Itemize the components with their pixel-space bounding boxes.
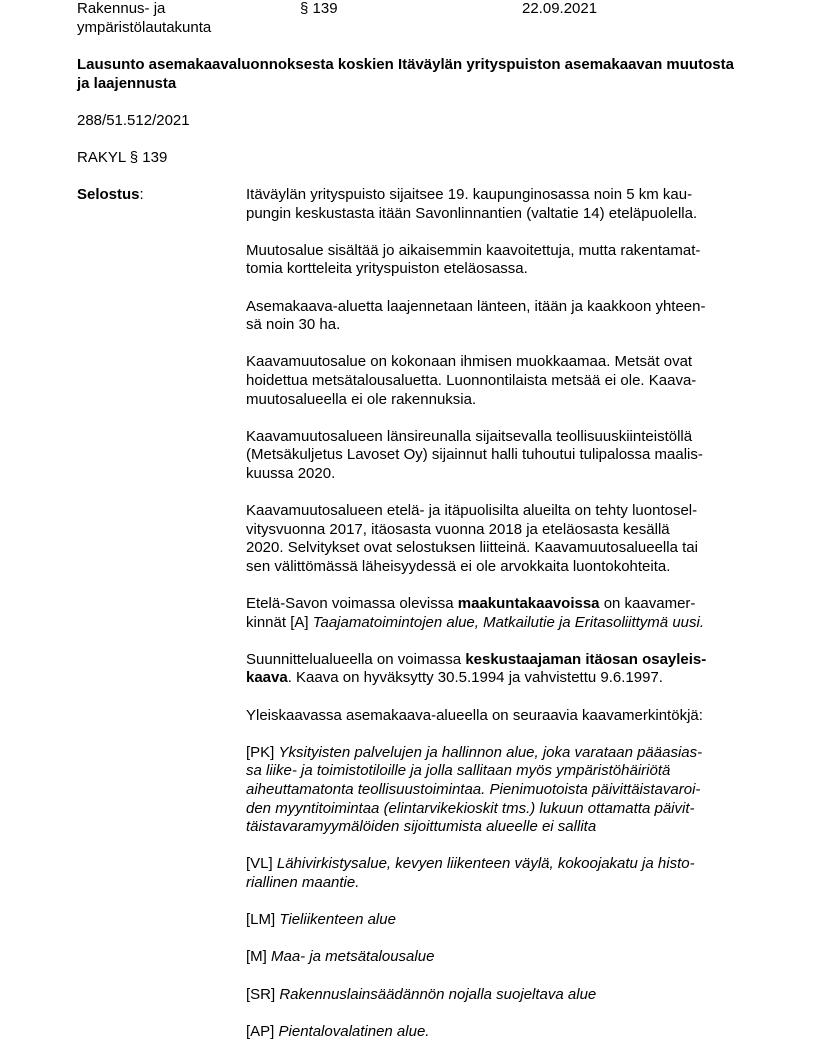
marking-pk-code: [PK]	[246, 743, 279, 761]
organization-line-2: ympäristölautakunta	[77, 18, 212, 36]
marking-vl-code: [VL]	[246, 855, 277, 873]
marking-pk-text: Yksityisten palvelujen ja hallinnon alue, joka varataan pääasias- sa liike- ja toimistotiloille ja jolla sallitaan myös ympäristöhäiriötä aiheuttamatonta teollisuustoimintaa. Pienimuotoista päivittäistavaroi- den myyntitoimintaa (elintarvikekioskit tms.) lukuun ottamatta päivit- täistavaramyymälöiden sijoittumista alueelle ei sallita	[246, 743, 703, 836]
organization-line-1: Rakennus- ja	[77, 0, 166, 17]
marking-ap	[246, 1023, 746, 1042]
marking-m-code: [M]	[246, 948, 271, 966]
paragraph-fire: Kaavamuutosalueen länsireunalla sijaitsevalla teollisuuskiinteistöllä (Metsäkuljetus Lavoset Oy) sijainnut halli tuhoutui tulipalossa maalis- kuussa 2020.	[246, 427, 703, 482]
paragraph-master-plan	[246, 651, 746, 688]
regional-plan-text-c: on kaavamer- kinnät [A]	[246, 595, 696, 631]
marking-ap-code: [AP]	[246, 1022, 279, 1040]
section-label	[77, 186, 144, 205]
marking-sr	[246, 986, 746, 1005]
regional-plan-italic: Taajamatoimintojen alue, Matkailutie ja Eritasoliittymä uusi.	[312, 613, 704, 631]
meeting-date: 22.09.2021	[522, 0, 598, 17]
document-title: Lausunto asemakaavaluonnoksesta koskien Itäväylän yrityspuiston asemakaavan muutosta ja laajennusta	[77, 56, 734, 92]
paragraph-markings-intro: Yleiskaavassa asemakaava-alueella on seuraavia kaavamerkintökjä:	[246, 706, 703, 724]
organization-name	[77, 0, 257, 37]
body-text	[246, 186, 746, 1060]
master-plan-text-c: . Kaava on hyväksytty 30.5.1994 ja vahvistettu 9.6.1997.	[287, 669, 663, 687]
master-plan-text-a: Suunnittelualueella on voimassa	[246, 650, 466, 668]
paragraph-change-area: Muutosalue sisältää jo aikaisemmin kaavoitettuja, mutta rakentamat- tomia kortteleita yrityspuiston eteläosassa.	[246, 241, 701, 278]
regional-plan-text-a: Etelä-Savon voimassa olevissa	[246, 595, 458, 613]
marking-vl-text: Lähivirkistysalue, kevyen liikenteen väylä, kokoojakatu ja histo- riallinen maantie.	[246, 855, 695, 891]
marking-lm-code: [LM]	[246, 911, 280, 929]
marking-pk	[246, 744, 746, 837]
marking-ap-text: Pientalovalatinen alue.	[278, 1022, 430, 1040]
master-plan-bold: keskustaajaman itäosan osayleis- kaava	[246, 650, 707, 687]
document-header	[77, 0, 777, 40]
marking-sr-code: [SR]	[246, 985, 280, 1003]
marking-lm	[246, 911, 746, 930]
regional-plan-bold: maakuntakaavoissa	[457, 595, 600, 613]
diary-number: 288/51.512/2021	[77, 112, 190, 129]
paragraph-expansion: Asemakaava-aluetta laajennetaan länteen, itään ja kaakkoon yhteen- sä noin 30 ha.	[246, 297, 706, 334]
section-label-colon: :	[139, 186, 144, 203]
paragraph-surveys: Kaavamuutosalueen etelä- ja itäpuolisilta alueilta on tehty luontosel- vitysvuonna 2017, itäosasta vuonna 2018 ja eteläosasta kesällä 2020. Selvitykset ovat selostuksen liitteinä. Kaavamuutosalueella tai sen välittömässä läheisyydessä ei ole arvokkaita luontokohteita.	[246, 502, 698, 575]
paragraph-regional-plan	[246, 595, 746, 632]
marking-vl	[246, 855, 746, 892]
section-label-text: Selostus	[77, 186, 140, 203]
marking-sr-text: Rakennuslainsäädännön nojalla suojeltava alue	[279, 985, 597, 1003]
paragraph-location: Itäväylän yrityspuisto sijaitsee 19. kaupunginosassa noin 5 km kau- pungin keskustasta itään Savonlinnantien (valtatie 14) eteläpuolella.	[246, 186, 698, 222]
paragraph-number: § 139	[300, 0, 338, 17]
marking-lm-text: Tieliikenteen alue	[279, 911, 396, 929]
paragraph-nature: Kaavamuutosalue on kokonaan ihmisen muokkaamaa. Metsät ovat hoidettua metsätalousaluetta. Luonnontilaista metsää ei ole. Kaava- muutosalueella ei ole rakennuksia.	[246, 353, 697, 408]
marking-m	[246, 948, 746, 967]
reference-number: RAKYL § 139	[77, 149, 168, 166]
marking-m-text: Maa- ja metsätalousalue	[271, 948, 435, 966]
